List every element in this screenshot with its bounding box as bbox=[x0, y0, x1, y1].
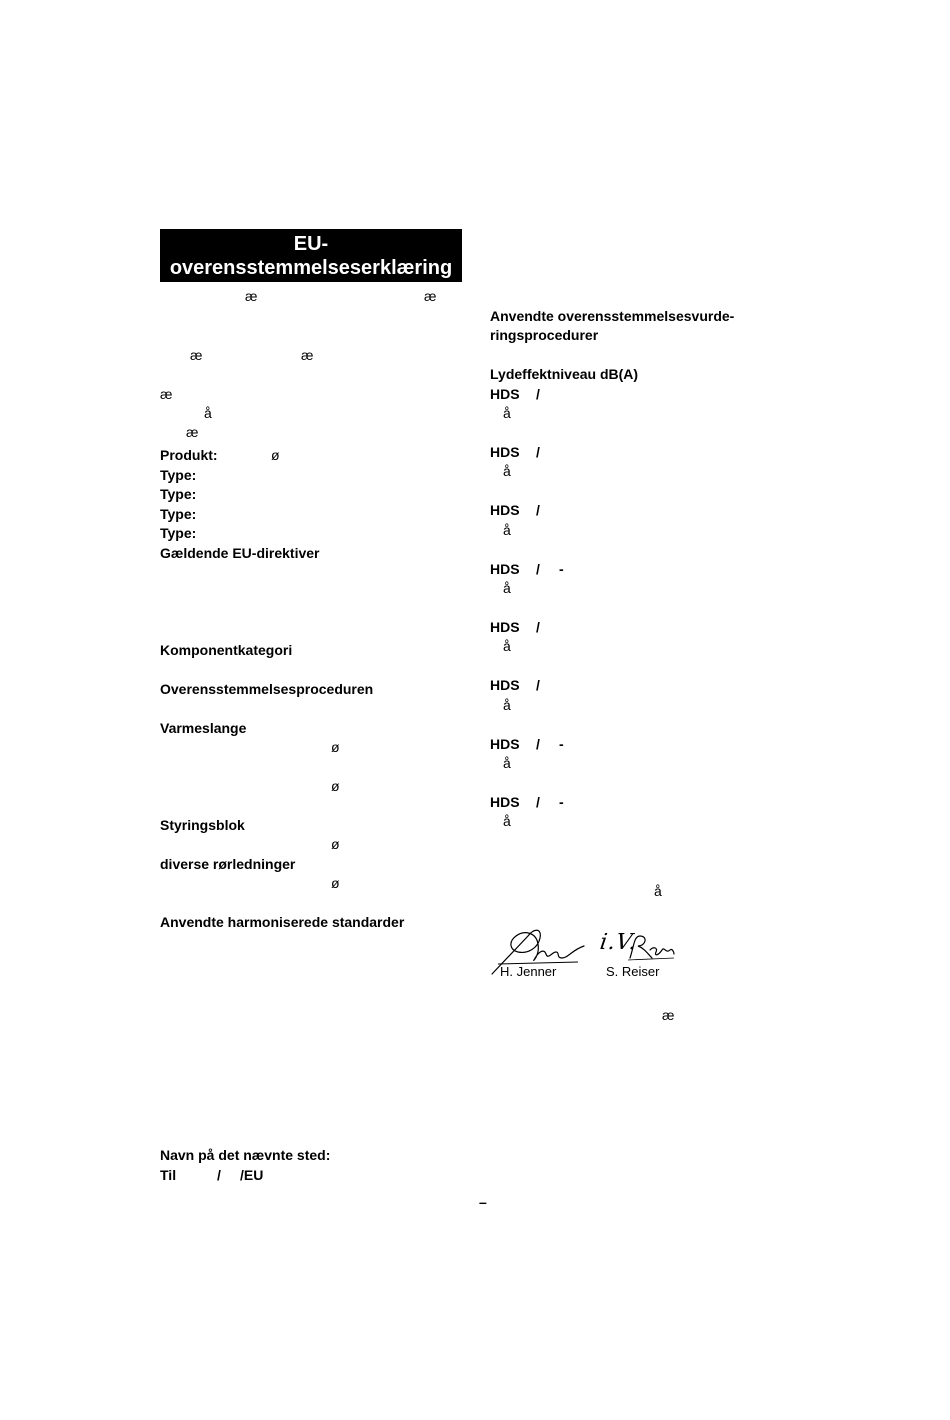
intro-fragment: å bbox=[204, 405, 212, 421]
page-title bbox=[160, 229, 462, 282]
standards-heading: Anvendte harmoniserede standarder bbox=[160, 914, 405, 930]
signer-fragment: å bbox=[654, 883, 662, 899]
hds-label: HDS bbox=[490, 444, 520, 460]
hds-label: HDS bbox=[490, 502, 520, 518]
hds-measured: å bbox=[503, 638, 511, 654]
hds-slash: / bbox=[536, 794, 540, 810]
assessment-heading-line2: ringsprocedurer bbox=[490, 327, 599, 343]
hds-label: HDS bbox=[490, 619, 520, 635]
page-number-dash: – bbox=[479, 1194, 487, 1210]
hose-fragment: ø bbox=[331, 778, 340, 794]
hds-slash: / bbox=[536, 444, 540, 460]
hds-slash: / bbox=[536, 386, 540, 402]
intro-fragment: æ bbox=[424, 288, 437, 304]
til-eu: /EU bbox=[240, 1167, 264, 1183]
type-label: Type: bbox=[160, 525, 197, 541]
hds-measured: å bbox=[503, 522, 511, 538]
intro-fragment: æ bbox=[301, 347, 314, 363]
intro-fragment: æ bbox=[190, 347, 203, 363]
directives-heading: Gældende EU-direktiver bbox=[160, 545, 320, 561]
hds-slash: / bbox=[536, 619, 540, 635]
hds-slash: / bbox=[536, 502, 540, 518]
component-category-heading: Komponentkategori bbox=[160, 642, 293, 658]
pipes-fragment: ø bbox=[331, 875, 340, 891]
control-block-heading: Styringsblok bbox=[160, 817, 245, 833]
hds-dash: - bbox=[559, 794, 564, 810]
procedure-heading: Overensstemmelsesproceduren bbox=[160, 681, 374, 697]
control-block-fragment: ø bbox=[331, 836, 340, 852]
hose-fragment: ø bbox=[331, 739, 340, 755]
hds-measured: å bbox=[503, 813, 511, 829]
hds-label: HDS bbox=[490, 677, 520, 693]
hds-label: HDS bbox=[490, 736, 520, 752]
hds-measured: å bbox=[503, 580, 511, 596]
product-label: Produkt: bbox=[160, 447, 218, 463]
page-title-line2: overensstemmelseserklæring bbox=[169, 257, 453, 279]
hds-dash: - bbox=[559, 561, 564, 577]
sound-level-heading: Lydeffektniveau dB(A) bbox=[490, 366, 639, 382]
page-title-line1: EU- bbox=[293, 233, 329, 255]
intro-fragment: æ bbox=[245, 288, 258, 304]
hds-measured: å bbox=[503, 697, 511, 713]
hose-heading: Varmeslange bbox=[160, 720, 247, 736]
hds-label: HDS bbox=[490, 386, 520, 402]
hds-measured: å bbox=[503, 755, 511, 771]
type-label: Type: bbox=[160, 506, 197, 522]
hds-label: HDS bbox=[490, 794, 520, 810]
signature-reiser-graphic: i.V. bbox=[598, 930, 639, 955]
til-label: Til bbox=[160, 1167, 177, 1183]
assessment-heading-line1: Anvendte overensstemmelsesvurde- bbox=[490, 308, 735, 324]
signature-reiser-strokes bbox=[628, 932, 676, 962]
pipes-heading: diverse rørledninger bbox=[160, 856, 296, 872]
intro-fragment: æ bbox=[160, 386, 173, 402]
hds-slash: / bbox=[536, 561, 540, 577]
hds-label: HDS bbox=[490, 561, 520, 577]
hds-slash: / bbox=[536, 677, 540, 693]
type-label: Type: bbox=[160, 486, 197, 502]
hds-dash: - bbox=[559, 736, 564, 752]
signature-name-jenner: H. Jenner bbox=[500, 964, 557, 979]
signature-name-reiser: S. Reiser bbox=[606, 964, 660, 979]
product-fragment: ø bbox=[271, 447, 280, 463]
notified-body-heading: Navn på det nævnte sted: bbox=[160, 1147, 331, 1163]
hds-slash: / bbox=[536, 736, 540, 752]
footer-fragment: æ bbox=[662, 1007, 675, 1023]
hds-measured: å bbox=[503, 405, 511, 421]
hds-measured: å bbox=[503, 463, 511, 479]
til-slash: / bbox=[217, 1167, 221, 1183]
intro-fragment: æ bbox=[186, 424, 199, 440]
type-label: Type: bbox=[160, 467, 197, 483]
